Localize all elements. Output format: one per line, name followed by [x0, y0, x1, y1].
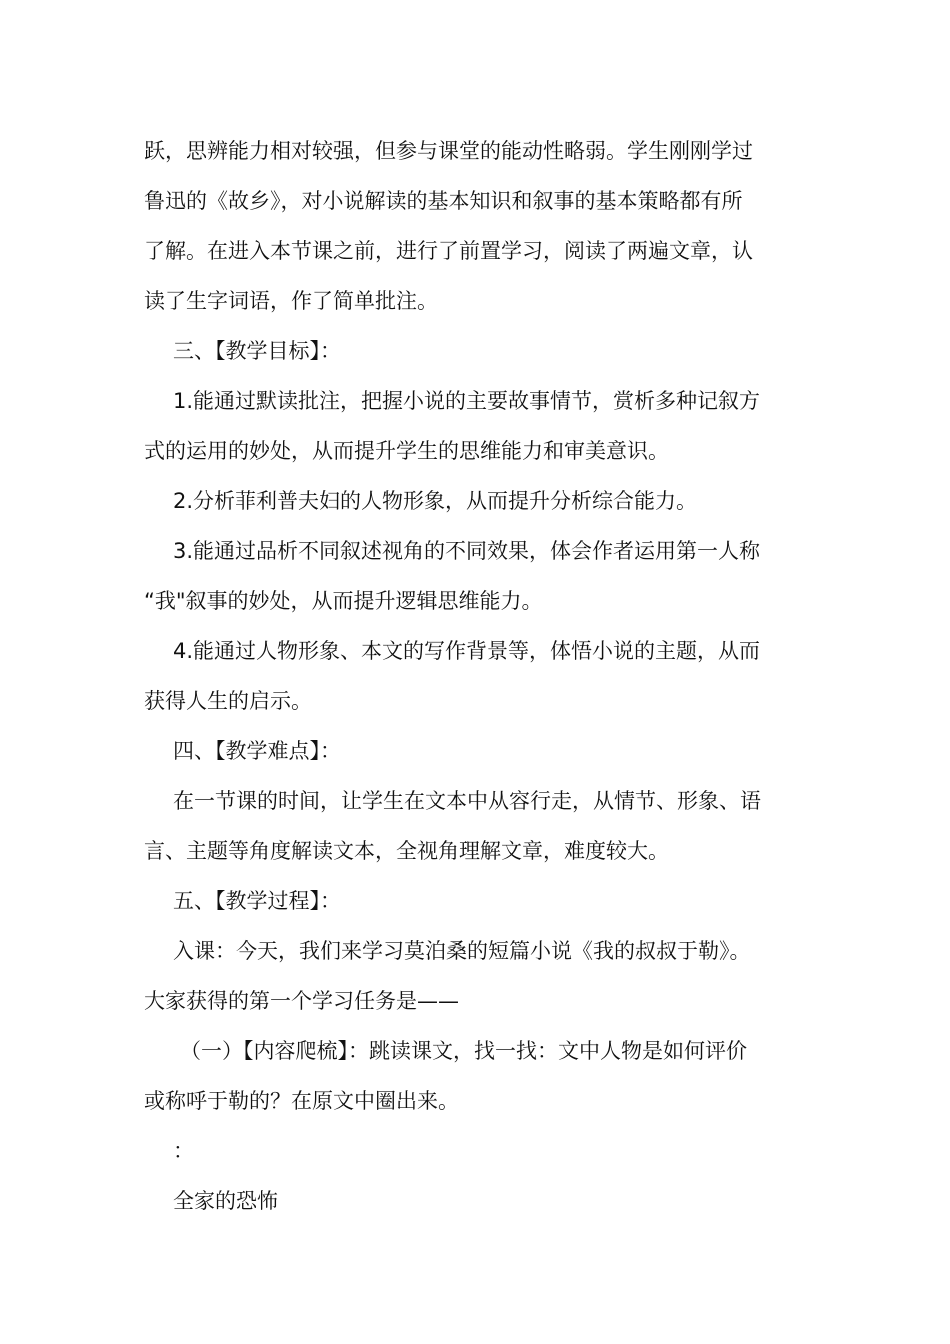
text-line: 获得人生的启示。 [144, 689, 312, 713]
text-line: 式的运用的妙处，从而提升学生的思维能力和审美意识。 [144, 439, 669, 463]
heading-teaching-difficulty [144, 726, 808, 776]
objective-item-3 [144, 526, 808, 626]
task-one-paragraph [144, 1026, 808, 1126]
section-heading: 四、【教学难点】： [173, 739, 341, 763]
text-line: 4.能通过人物形象、本文的写作背景等，体悟小说的主题，从而 [173, 639, 761, 663]
heading-teaching-process [144, 876, 808, 926]
family-fear-paragraph [144, 1176, 808, 1226]
text-line: 在一节课的时间，让学生在文本中从容行走，从情节、形象、语 [173, 789, 761, 813]
text-line: 全家的恐怖 [173, 1189, 278, 1213]
section-heading: 三、【教学目标】： [173, 339, 341, 363]
section-heading: 五、【教学过程】： [173, 889, 341, 913]
heading-teaching-objectives [144, 326, 808, 376]
text-line: 读了生字词语，作了简单批注。 [144, 289, 438, 313]
text-line: 入课：今天，我们来学习莫泊桑的短篇小说《我的叔叔于勒》。 [173, 939, 751, 963]
text-line: 大家获得的第一个学习任务是—— [144, 989, 459, 1013]
text-line: ： [173, 1139, 194, 1163]
intro-paragraph [144, 926, 808, 1026]
text-line: 言、主题等角度解读文本，全视角理解文章，难度较大。 [144, 839, 669, 863]
difficulty-paragraph [144, 776, 808, 876]
objective-item-4 [144, 626, 808, 726]
document-body [144, 126, 808, 1226]
text-line: 跃，思辨能力相对较强，但参与课堂的能动性略弱。学生刚刚学过 [144, 139, 753, 163]
text-line: 鲁迅的《故乡》，对小说解读的基本知识和叙事的基本策略都有所 [144, 189, 743, 213]
text-line: （一）【内容爬梳】：跳读课文，找一找：文中人物是如何评价 [180, 1039, 747, 1063]
colon-paragraph [144, 1126, 808, 1176]
text-line: 1.能通过默读批注，把握小说的主要故事情节，赏析多种记叙方 [173, 389, 761, 413]
text-line: 或称呼于勒的？在原文中圈出来。 [144, 1089, 459, 1113]
objective-item-2 [144, 476, 808, 526]
objective-item-1 [144, 376, 808, 476]
text-line: 了解。在进入本节课之前，进行了前置学习，阅读了两遍文章，认 [144, 239, 753, 263]
text-line: 3.能通过品析不同叙述视角的不同效果，体会作者运用第一人称 [173, 539, 761, 563]
text-line: 2.分析菲利普夫妇的人物形象，从而提升分析综合能力。 [173, 489, 698, 513]
text-line: “我"叙事的妙处，从而提升逻辑思维能力。 [144, 589, 543, 613]
paragraph-student-analysis [144, 126, 808, 326]
